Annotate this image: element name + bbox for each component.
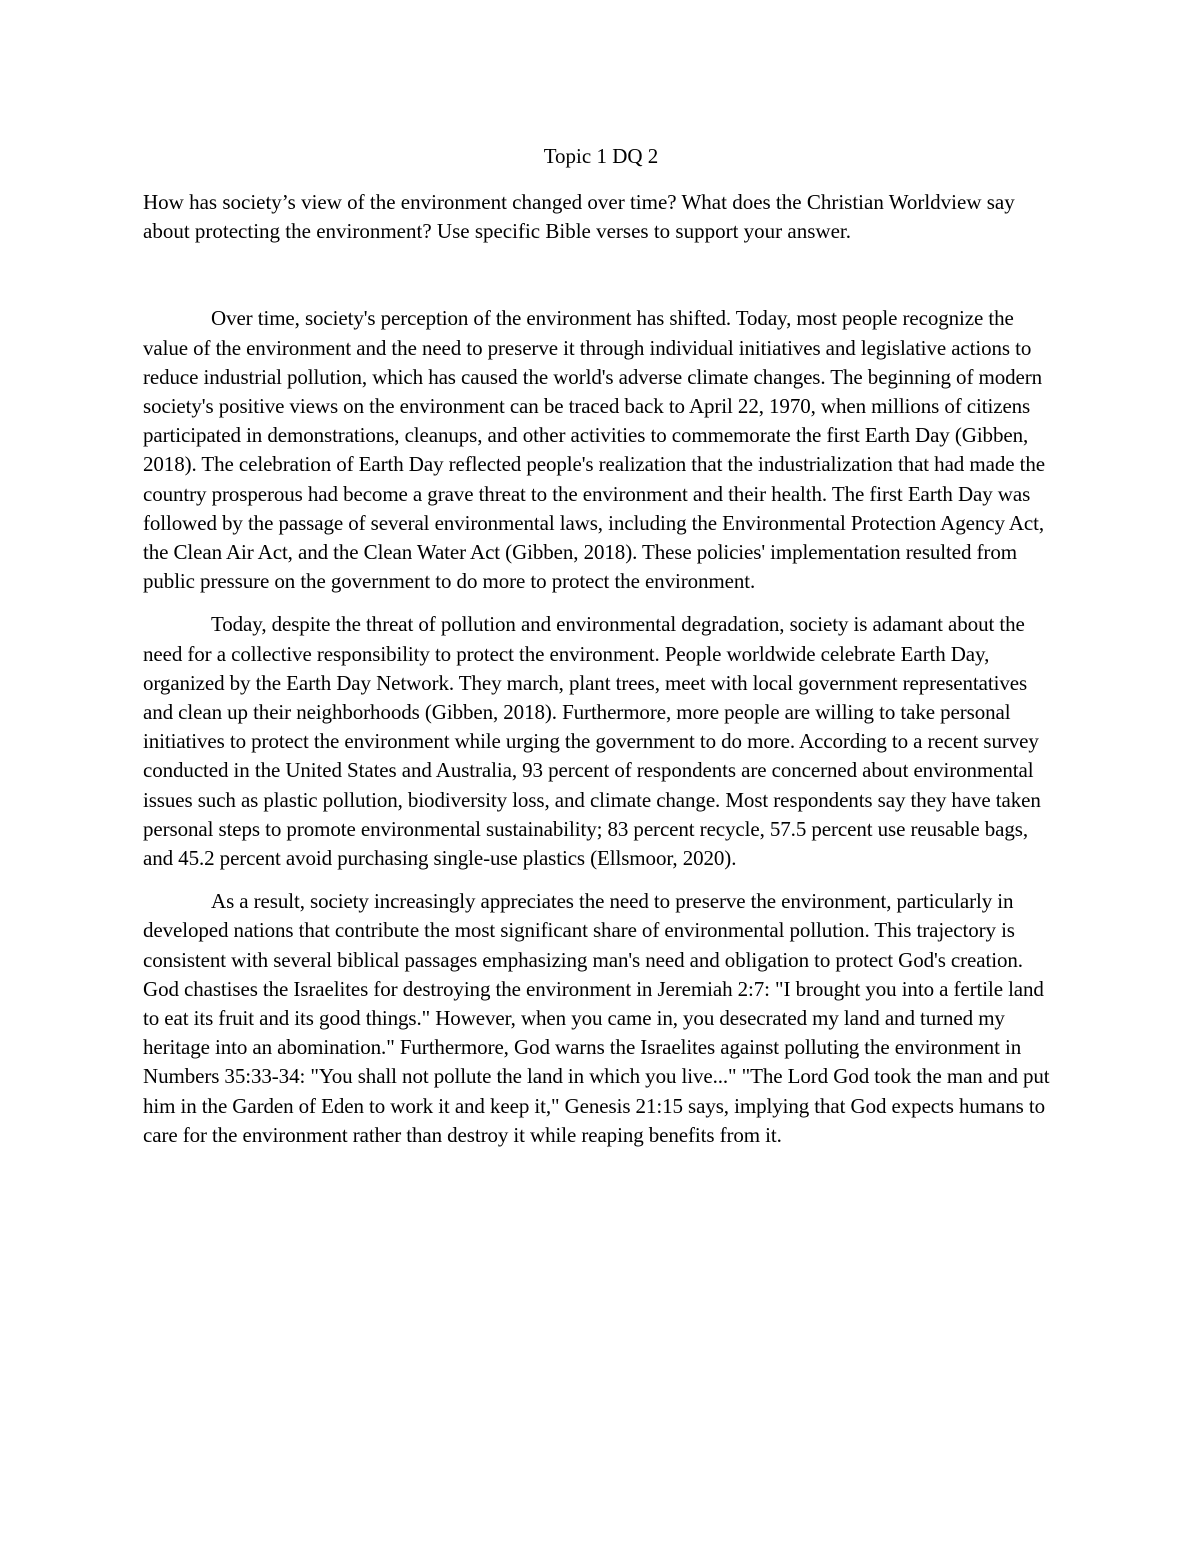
paragraph-3: As a result, society increasingly appreciates the need to preserve the environment, particularly in developed nations that contribute the most significant share of environmental pollution. This trajectory is consistent with several biblical passages emphasizing man's need and obligation to protect God's creation. God chastises the Israelites for destroying the environment in Jeremiah 2:7: "I brought you into a fertile land to eat its fruit and its good things." However, when you came in, you desecrated my land and turned my heritage into an abomination." Furthermore, God warns the Israelites against polluting the environment in Numbers 35:33-34: "You shall not pollute the land in which you live..." "The Lord God took the man and put him in the Garden of Eden to work it and keep it," Genesis 21:15 says, implying that God expects humans to care for the environment rather than destroy it while reaping benefits from it. xyxy=(143,889,1050,1147)
section-gap xyxy=(143,246,1059,304)
discussion-prompt: How has society’s view of the environment changed over time? What does the Christian Worldview say about protecting the environment? Use specific Bible verses to support your answer. xyxy=(143,190,1015,244)
document-body xyxy=(143,140,1059,1164)
paragraph-2: Today, despite the threat of pollution and environmental degradation, society is adamant about the need for a collective responsibility to protect the environment. People worldwide celebrate Earth Day, organized by the Earth Day Network. They march, plant trees, meet with local government representatives and clean up their neighborhoods (Gibben, 2018). Furthermore, more people are willing to take personal initiatives to protect the environment while urging the government to do more. According to a recent survey conducted in the United States and Australia, 93 percent of respondents are concerned about environmental issues such as plastic pollution, biodiversity loss, and climate change. Most respondents say they have taken personal steps to promote environmental sustainability; 83 percent recycle, 57.5 percent use reusable bags, and 45.2 percent avoid purchasing single-use plastics (Ellsmoor, 2020). xyxy=(143,612,1041,871)
document-title: Topic 1 DQ 2 xyxy=(543,144,659,168)
paragraph-1: Over time, society's perception of the environment has shifted. Today, most people recognize the value of the environment and the need to preserve it through individual initiatives and legislative actions to reduce industrial pollution, which has caused the world's adverse climate changes. The beginning of modern society's positive views on the environment can be traced back to April 22, 1970, when millions of citizens participated in demonstrations, cleanups, and other activities to commemorate the first Earth Day (Gibben, 2018). The celebration of Earth Day reflected people's realization that the industrialization that had made the country prosperous had become a grave threat to the environment and their health. The first Earth Day was followed by the passage of several environmental laws, including the Environmental Protection Agency Act, the Clean Air Act, and the Clean Water Act (Gibben, 2018). These policies' implementation resulted from public pressure on the government to do more to protect the environment. xyxy=(143,306,1045,594)
